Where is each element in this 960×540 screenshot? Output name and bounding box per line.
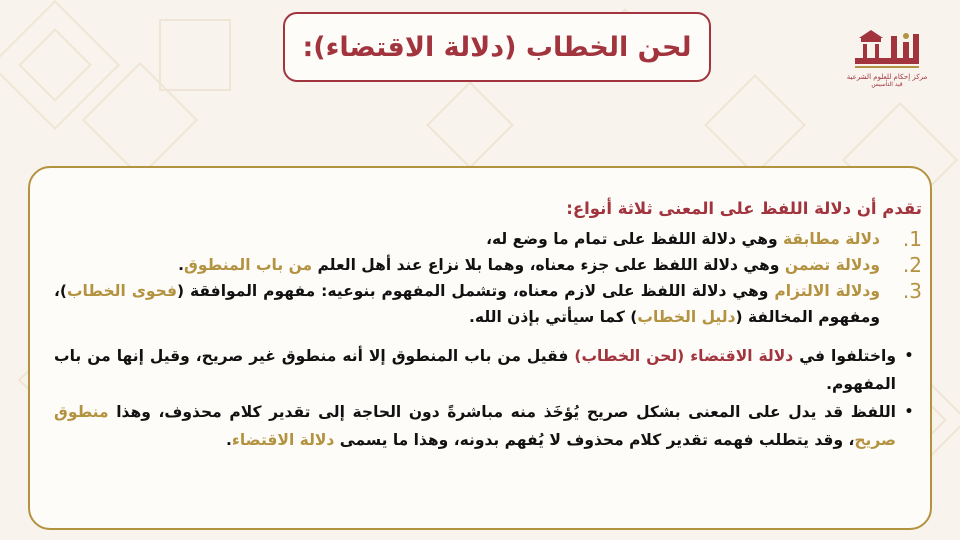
list-item-text: واختلفوا في دلالة الاقتضاء (لحن الخطاب) فقيل من باب المنطوق إلا أنه منطوق غير صريح، وقيل إنها من باب المفهوم.	[54, 347, 897, 393]
list-item-text: دلالة مطابقة وهي دلالة اللفظ على تمام ما وضع له،	[486, 230, 880, 248]
brand-logo-icon	[847, 28, 927, 72]
list-number: 2.	[902, 253, 922, 277]
content-box	[28, 166, 932, 530]
term-highlight: دلالة الاقتضاء (لحن الخطاب)	[574, 347, 794, 365]
brand-subtitle: قيد التأسيس	[871, 81, 903, 88]
term-highlight: من باب المنطوق	[184, 256, 313, 274]
bullet-icon: •	[904, 348, 914, 364]
notes-list	[54, 342, 922, 454]
list-number: 1.	[902, 227, 922, 251]
slide-title: لحن الخطاب (دلالة الاقتضاء):	[302, 31, 692, 63]
term-highlight: دليل الخطاب	[637, 308, 736, 326]
term-highlight: دلالة الاقتضاء	[231, 431, 335, 449]
list-item	[54, 226, 922, 252]
list-item	[54, 342, 922, 398]
intro-text: تقدم أن دلالة اللفظ على المعنى ثلاثة أنواع:	[566, 199, 922, 218]
list-item-text: ودلالة الالتزام وهي دلالة اللفظ على لازم معناه، وتشمل المفهوم بنوعيه: مفهوم الموافقة (فحوى الخطاب)، ومفهوم المخالفة (دليل الخطاب) كما سيأتي بإذن الله.	[54, 282, 880, 326]
list-item-text: اللفظ قد يدل على المعنى بشكل صريح يُؤخَذ منه مباشرةً دون الحاجة إلى تقدير كلام محذوف، وهذا منطوق صريح، وقد يتطلب فهمه تقدير كلام محذوف لا يُفهم بدونه، وهذا ما يسمى دلالة الاقتضاء.	[54, 403, 896, 449]
brand-logo	[842, 28, 932, 98]
dalala-types-list	[54, 226, 922, 330]
list-item-text: ودلالة تضمن وهي دلالة اللفظ على جزء معناه، وهما بلا نزاع عند أهل العلم من باب المنطوق.	[178, 256, 880, 274]
term-highlight: منطوق صريح	[54, 403, 896, 449]
term-highlight: ودلالة الالتزام	[774, 282, 880, 300]
list-item	[54, 278, 922, 330]
list-item	[54, 252, 922, 278]
term-highlight: دلالة مطابقة	[782, 230, 880, 248]
term-highlight: ودلالة تضمن	[784, 256, 880, 274]
term-highlight: فحوى الخطاب	[66, 282, 177, 300]
list-item	[54, 398, 922, 454]
slide-title-box	[283, 12, 711, 82]
brand-tagline: مركز إحكام للعلوم الشرعية	[846, 73, 928, 81]
bullet-icon: •	[904, 404, 914, 420]
list-number: 3.	[902, 279, 922, 303]
